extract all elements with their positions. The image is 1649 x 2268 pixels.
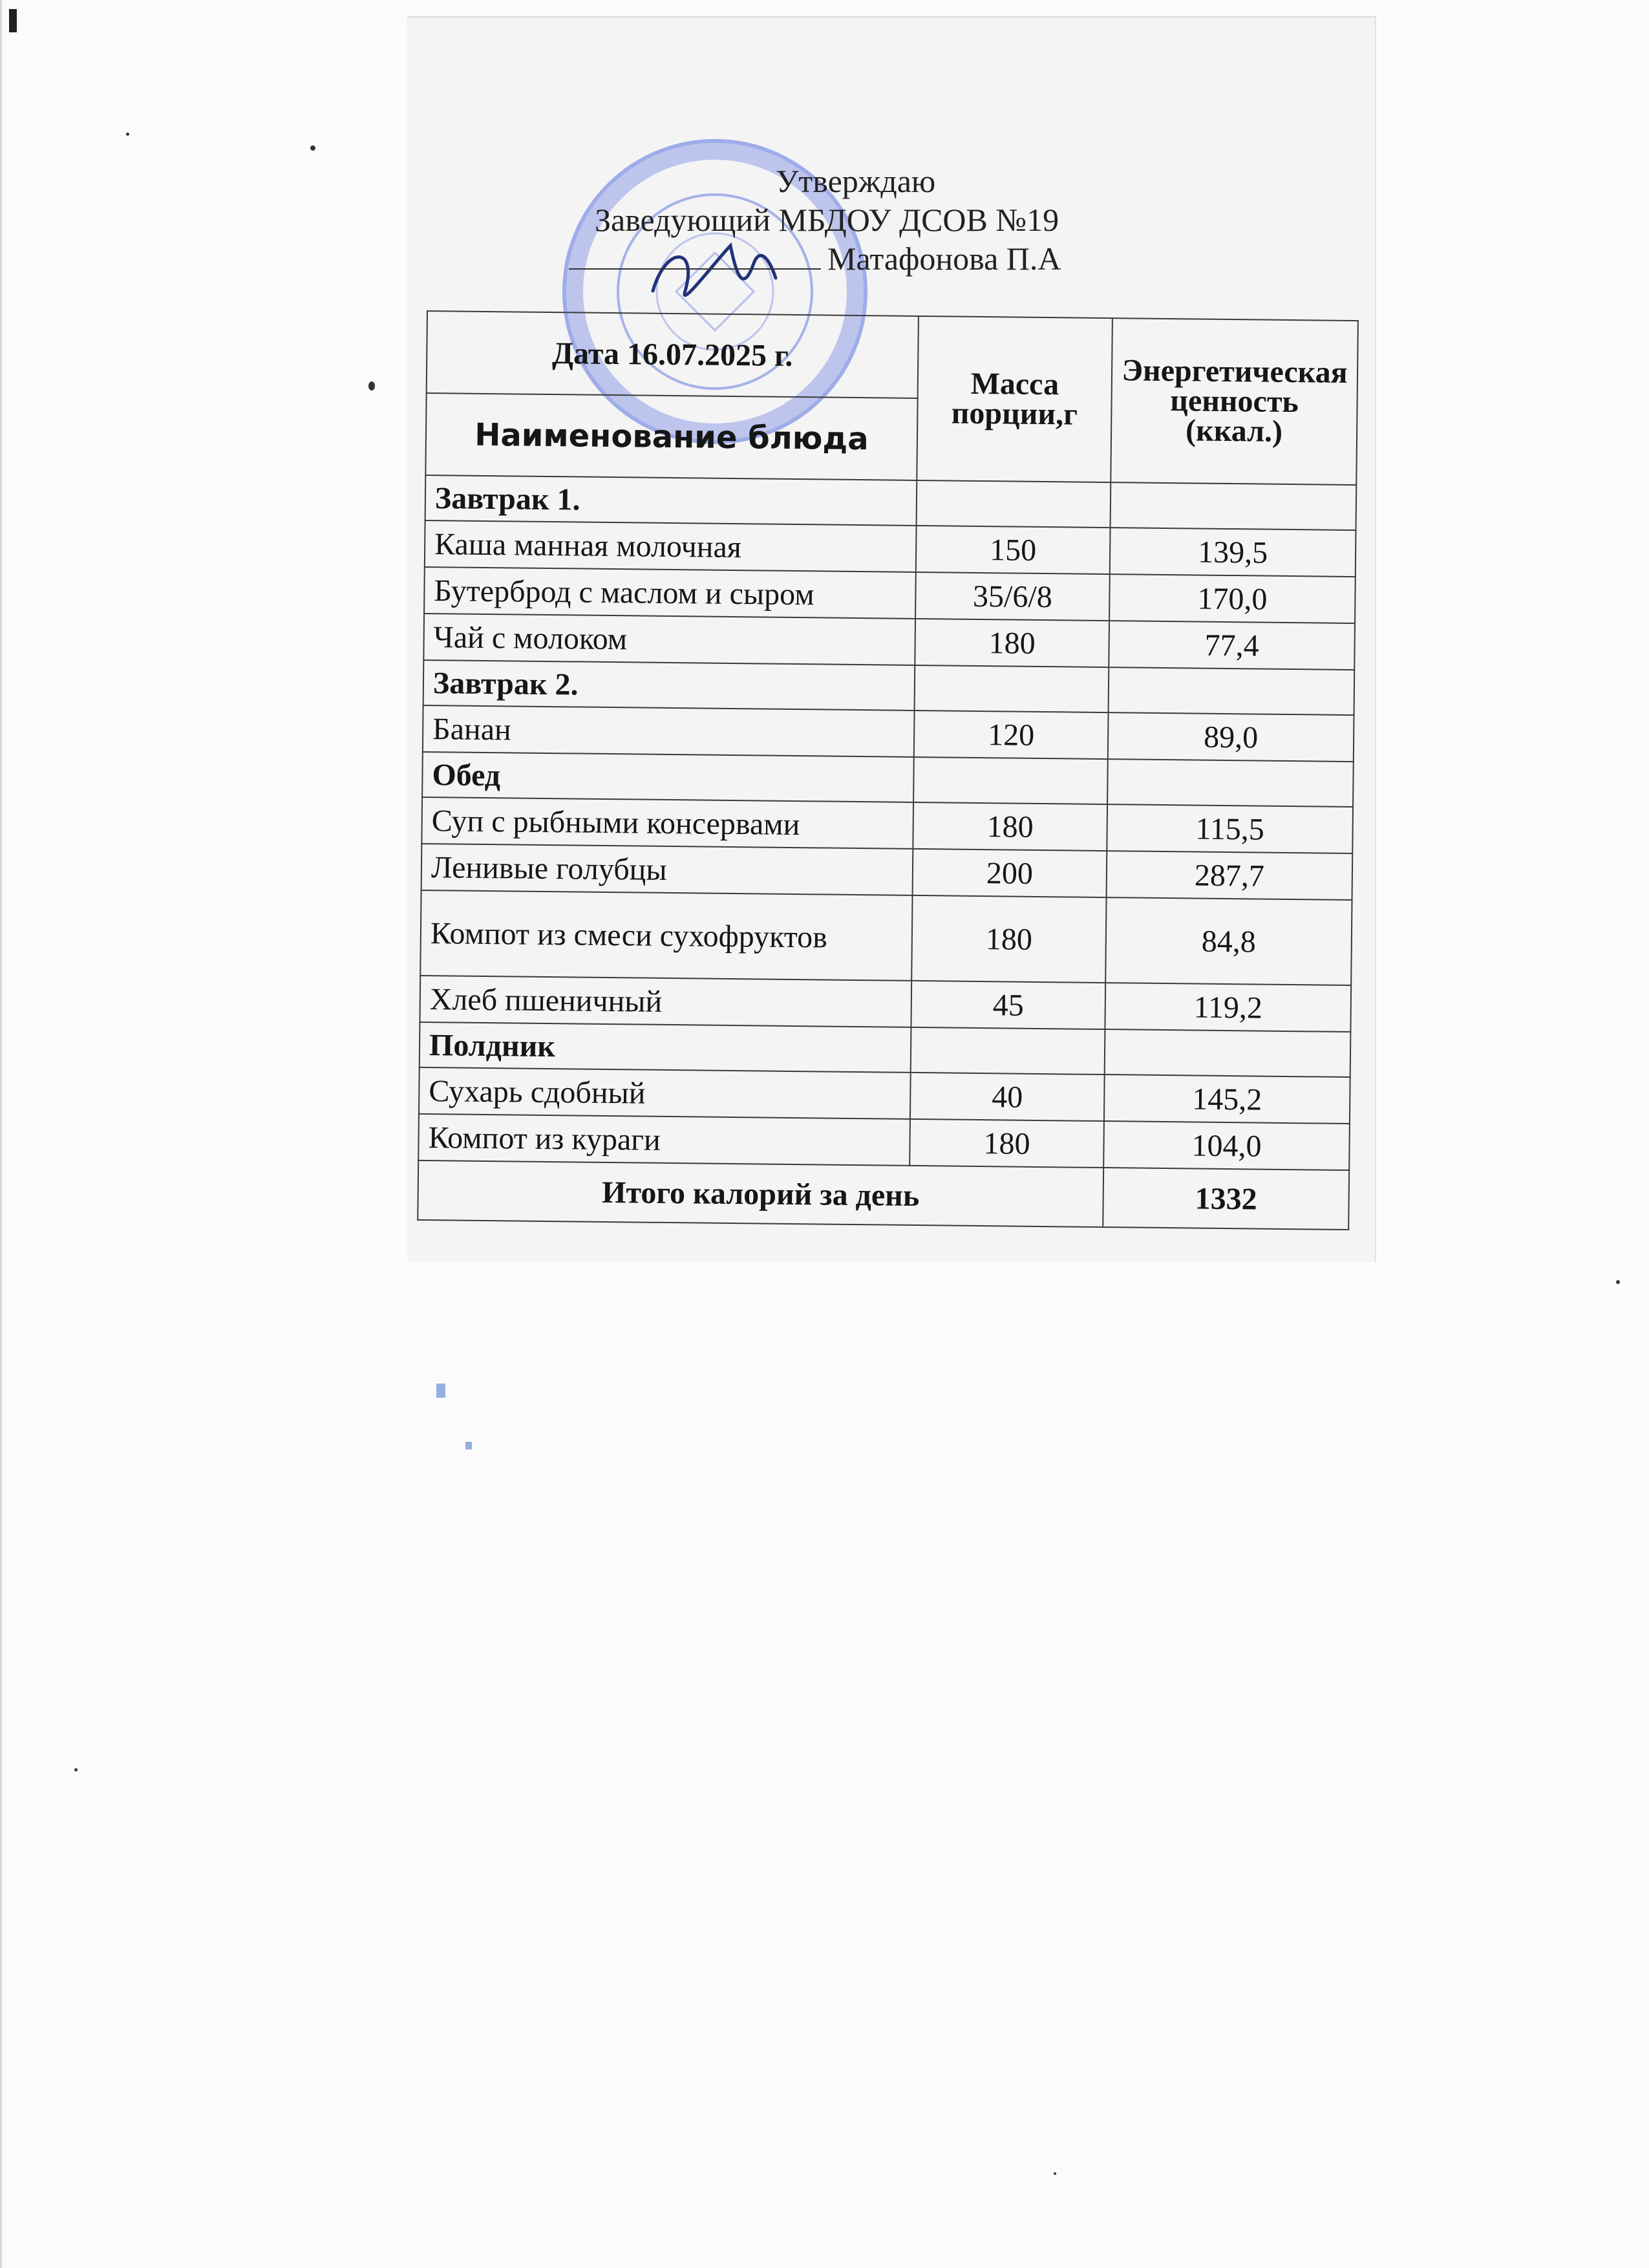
- scan-speck: [1054, 2172, 1056, 2175]
- dish-name: Ленивые голубцы: [421, 844, 913, 895]
- dish-mass: 45: [911, 981, 1105, 1029]
- ink-blot: [465, 1442, 472, 1450]
- energy-header: Энергетическая ценность (ккал.): [1111, 318, 1358, 485]
- total-label: Итого калорий за день: [418, 1161, 1103, 1227]
- section-title: Обед: [422, 752, 914, 802]
- total-row: [418, 1161, 1349, 1230]
- scan-speck: [74, 1768, 78, 1771]
- dish-mass: 200: [913, 849, 1107, 897]
- dish-kcal: 115,5: [1107, 804, 1353, 853]
- dish-kcal: 139,5: [1110, 528, 1356, 577]
- section-title: Завтрак 1.: [425, 475, 917, 526]
- dish-mass: 180: [911, 895, 1106, 983]
- dish-kcal: 84,8: [1105, 897, 1352, 985]
- dish-name: Бутерброд с маслом и сыром: [424, 567, 916, 619]
- dish-name: Сухарь сдобный: [419, 1067, 911, 1119]
- ink-blot: [436, 1384, 445, 1398]
- scan-speck: [126, 133, 129, 136]
- dish-name: Компот из смеси сухофруктов: [420, 890, 912, 981]
- signatory-name: Матафонова П.А: [827, 241, 1061, 277]
- dish-name: Суп с рыбными консервами: [421, 797, 913, 849]
- approval-position: Заведующий МБДОУ ДСОВ №19: [595, 202, 1059, 238]
- dish-kcal: 89,0: [1108, 712, 1354, 762]
- dish-kcal: 77,4: [1109, 621, 1355, 670]
- approval-block: [595, 162, 1164, 278]
- approval-title: Утверждаю: [776, 163, 936, 199]
- dish-name-header: Наименование блюда: [425, 393, 917, 480]
- section-title: Завтрак 2.: [423, 660, 915, 711]
- dish-mass: 35/6/8: [915, 572, 1110, 621]
- menu-table: [417, 310, 1359, 1230]
- approval-signatory: [569, 239, 1164, 278]
- scan-speck: [368, 381, 375, 390]
- dish-mass: 180: [910, 1119, 1104, 1168]
- dish-kcal: 170,0: [1109, 574, 1356, 623]
- dish-name: Хлеб пшеничный: [420, 976, 911, 1027]
- section-title: Полдник: [420, 1022, 911, 1073]
- dish-name: Банан: [423, 705, 915, 757]
- dish-mass: 180: [913, 802, 1107, 851]
- dish-mass: 120: [914, 711, 1109, 759]
- table-row: [420, 890, 1352, 985]
- dish-kcal: 104,0: [1103, 1121, 1350, 1170]
- dish-mass: 180: [915, 619, 1109, 667]
- dish-name: Каша манная молочная: [425, 520, 917, 572]
- scan-speck: [1616, 1280, 1620, 1284]
- dish-name: Чай с молоком: [423, 614, 915, 665]
- dish-kcal: 287,7: [1107, 851, 1353, 900]
- signature-line: [569, 268, 821, 270]
- dish-name: Компот из кураги: [418, 1114, 910, 1166]
- scan-speck: [310, 145, 315, 151]
- date-header: Дата 16.07.2025 г.: [427, 311, 919, 398]
- total-value: 1332: [1103, 1168, 1349, 1230]
- mass-header: Масса порции,г: [917, 316, 1112, 482]
- dish-kcal: 145,2: [1104, 1075, 1350, 1124]
- scan-corner-mark: [9, 9, 17, 32]
- dish-mass: 150: [916, 526, 1111, 574]
- dish-mass: 40: [910, 1073, 1105, 1121]
- dish-kcal: 119,2: [1105, 983, 1351, 1032]
